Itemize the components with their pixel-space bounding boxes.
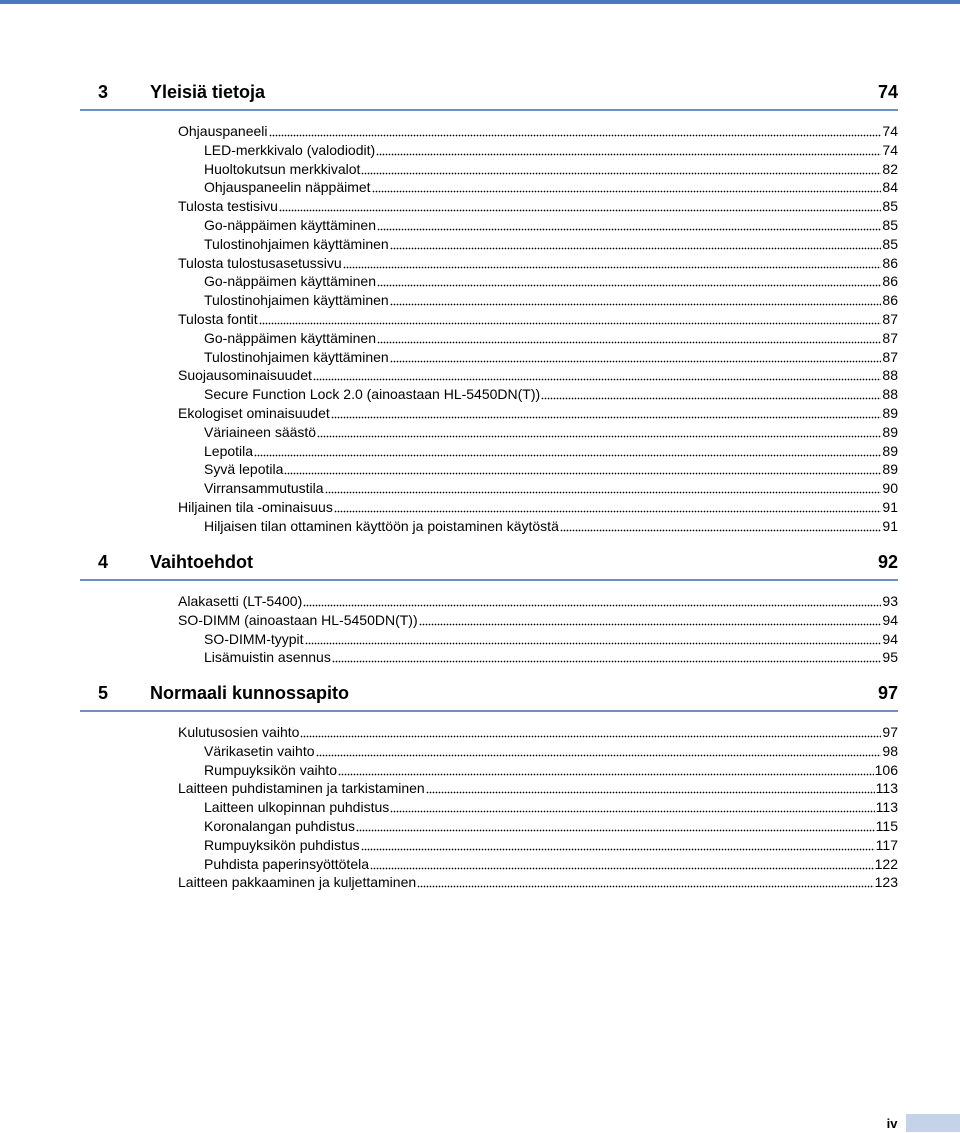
toc-entry-title: Tulostinohjaimen käyttäminen (204, 292, 389, 309)
chapter-heading[interactable] (80, 79, 898, 111)
toc-entry-page: 95 (882, 649, 898, 666)
dot-leader (376, 142, 881, 156)
dot-leader (390, 799, 874, 813)
toc-entry-page: 91 (882, 517, 898, 534)
chapter-page: 97 (877, 683, 898, 703)
toc-entry-page: 98 (882, 742, 898, 759)
toc-entry-title: Tulostinohjaimen käyttäminen (204, 235, 389, 252)
toc-entry[interactable] (204, 740, 898, 759)
dot-leader (361, 837, 875, 851)
toc-entry-title: Hiljainen tila -ominaisuus (178, 499, 333, 515)
dot-leader (390, 236, 882, 250)
toc-entry[interactable] (204, 759, 898, 778)
dot-leader (370, 856, 874, 870)
page-footer (878, 1114, 960, 1132)
toc-entry-page: 117 (875, 836, 898, 853)
toc-entry-page: 115 (875, 818, 898, 834)
toc-entry-page: 85 (882, 217, 898, 233)
toc-entry-title: Secure Function Lock 2.0 (ainoastaan HL-5450DN(T)) (204, 386, 541, 403)
toc-entry[interactable] (204, 646, 898, 665)
toc-entry[interactable] (204, 214, 898, 233)
toc-entry-title: Syvä lepotila (204, 461, 284, 478)
toc-entry-page: 87 (882, 348, 898, 365)
toc-entry[interactable] (204, 815, 898, 834)
toc-entry-title: Virransammutustila (204, 480, 324, 497)
dot-leader (372, 179, 882, 193)
toc-entry[interactable] (204, 440, 898, 459)
chapter-title: Vaihtoehdot (150, 552, 253, 572)
toc-entry-title: Ohjauspaneelin näppäimet (204, 179, 371, 196)
dot-leader (390, 292, 882, 306)
toc-entry-title: Go-näppäimen käyttäminen (204, 329, 376, 346)
dot-leader (332, 649, 882, 663)
toc-entry[interactable] (178, 871, 898, 890)
toc-entry-page: 106 (874, 761, 898, 778)
toc-entry[interactable] (178, 496, 898, 515)
dot-leader (305, 631, 882, 645)
chapter-page: 92 (877, 552, 898, 572)
chapter-title: Normaali kunnossapito (150, 683, 350, 703)
toc-entry[interactable] (178, 195, 898, 214)
dot-leader (325, 480, 882, 494)
toc-entry-page: 93 (882, 593, 898, 609)
toc-entry-page: 89 (882, 442, 898, 459)
toc-entry-title: Lisämuistin asennus (204, 649, 331, 666)
dot-leader (279, 198, 882, 212)
chapter-page: 74 (877, 82, 898, 102)
toc-entry-page: 89 (882, 461, 898, 478)
toc-entry[interactable] (178, 590, 898, 609)
toc-entry-title: SO-DIMM (ainoastaan HL-5450DN(T)) (178, 611, 418, 628)
toc-entry-page: 113 (875, 780, 898, 797)
dot-leader (419, 612, 882, 626)
toc-entry[interactable] (204, 383, 898, 402)
dot-leader (317, 424, 881, 438)
toc-entry-title: Laitteen puhdistaminen ja tarkistaminen (178, 780, 425, 797)
toc-entry[interactable] (204, 628, 898, 647)
toc-entry[interactable] (204, 176, 898, 195)
toc-entry[interactable] (178, 364, 898, 383)
toc-entry-title: SO-DIMM-tyypit (204, 630, 304, 647)
toc-entry-title: Tulostinohjaimen käyttäminen (204, 348, 389, 365)
dot-leader (377, 330, 881, 344)
toc-entry[interactable] (204, 796, 898, 815)
toc-entry-title: Tulosta testisivu (178, 198, 278, 215)
toc-entry-page: 84 (882, 179, 898, 196)
dot-leader (426, 780, 875, 794)
footer-bar (906, 1114, 960, 1132)
top-rule (0, 0, 960, 4)
dot-leader (259, 311, 882, 325)
dot-leader (331, 405, 882, 419)
toc-entry-page: 86 (882, 292, 898, 309)
toc-entry-title: Go-näppäimen käyttäminen (204, 217, 376, 233)
toc-entry-title: Värikasetin vaihto (204, 742, 315, 759)
toc-entry[interactable] (204, 853, 898, 872)
dot-leader (254, 443, 881, 457)
toc-entry[interactable] (178, 402, 898, 421)
dot-leader (284, 461, 881, 475)
toc-entry-page: 97 (882, 724, 898, 740)
toc-entry[interactable] (178, 308, 898, 327)
toc-entry[interactable] (204, 289, 898, 308)
toc-entry-title: Suojausominaisuudet (178, 367, 312, 384)
toc-entry-page: 123 (874, 874, 898, 891)
toc-entry-page: 89 (882, 423, 898, 440)
toc-entry-title: Go-näppäimen käyttäminen (204, 273, 376, 290)
toc-entry[interactable] (204, 346, 898, 365)
dot-leader (377, 273, 881, 287)
toc-entry-title: Koronalangan puhdistus (204, 818, 356, 834)
toc-entry-page: 86 (882, 254, 898, 271)
dot-leader (334, 499, 882, 513)
toc-entry-page: 113 (875, 799, 898, 816)
toc-entry-title: Ohjauspaneeli (178, 123, 268, 139)
toc-entry[interactable] (204, 421, 898, 440)
toc-entry[interactable] (178, 777, 898, 796)
page-number: iv (886, 1115, 898, 1131)
toc-entry[interactable] (178, 252, 898, 271)
dot-leader (390, 349, 882, 363)
chapter-number: 4 (98, 552, 109, 572)
dot-leader (356, 818, 875, 832)
toc-entry-title: Laitteen ulkopinnan puhdistus (204, 799, 390, 816)
toc-entry-page: 94 (882, 630, 898, 647)
toc-entry-title: Lepotila (204, 442, 254, 459)
chapter-heading[interactable] (80, 680, 898, 712)
toc-entry[interactable] (204, 327, 898, 346)
toc-entry[interactable] (204, 158, 898, 177)
dot-leader (338, 762, 874, 776)
toc-entry-page: 85 (882, 198, 898, 215)
toc-entry-title: Ekologiset ominaisuudet (178, 405, 330, 421)
toc-entry[interactable] (204, 834, 898, 853)
toc-entry[interactable] (178, 120, 898, 139)
toc-entry-page: 89 (882, 405, 898, 421)
toc-entry-title: Kulutusosien vaihto (178, 724, 300, 740)
dot-leader (300, 724, 881, 738)
toc-entry-page: 91 (882, 499, 898, 515)
toc-entry[interactable] (204, 515, 898, 534)
toc-entry-title: Tulosta tulostusasetussivu (178, 254, 342, 271)
toc-entry[interactable] (204, 139, 898, 158)
dot-leader (316, 743, 882, 757)
toc-entry-page: 90 (882, 480, 898, 497)
dot-leader (313, 367, 882, 381)
toc-entry[interactable] (204, 477, 898, 496)
toc-entry-page: 88 (882, 386, 898, 403)
toc-entry-page: 74 (882, 141, 898, 158)
toc-entry-page: 87 (882, 311, 898, 327)
toc-entry-title: LED-merkkivalo (valodiodit) (204, 141, 376, 158)
toc-entry[interactable] (178, 609, 898, 628)
dot-leader (269, 123, 882, 137)
toc-entry-page: 86 (882, 273, 898, 290)
toc-entry[interactable] (204, 233, 898, 252)
dot-leader (541, 386, 881, 400)
dot-leader (560, 518, 882, 532)
toc-entry-title: Väriaineen säästö (204, 423, 317, 440)
chapter-title: Yleisiä tietoja (150, 82, 266, 102)
toc-entry-page: 74 (882, 123, 898, 139)
toc-entry-title: Puhdista paperinsyöttötela (204, 855, 369, 872)
toc-entry-page: 122 (874, 855, 898, 872)
toc-entry-title: Huoltokutsun merkkivalot (204, 160, 361, 177)
chapter-number: 5 (98, 683, 109, 703)
toc-entry-page: 94 (882, 611, 898, 628)
toc-entry-title: Tulosta fontit (178, 311, 258, 327)
dot-leader (361, 161, 881, 175)
toc-entry-title: Hiljaisen tilan ottaminen käyttöön ja poistaminen käytöstä (204, 517, 559, 534)
dot-leader (303, 593, 881, 607)
toc-entry-title: Rumpuyksikön vaihto (204, 761, 338, 778)
chapter-heading[interactable] (80, 549, 898, 581)
toc-entry[interactable] (204, 270, 898, 289)
dot-leader (417, 874, 873, 888)
toc-entry-page: 87 (882, 329, 898, 346)
toc-entry-title: Alakasetti (LT-5400) (178, 593, 303, 609)
toc-entry-page: 82 (882, 160, 898, 177)
toc-entry-title: Laitteen pakkaaminen ja kuljettaminen (178, 874, 417, 891)
chapter-number: 3 (98, 82, 109, 102)
toc-entry-page: 85 (882, 235, 898, 252)
toc-entry-page: 88 (882, 367, 898, 384)
toc-entry-title: Rumpuyksikön puhdistus (204, 836, 360, 853)
dot-leader (343, 255, 882, 269)
dot-leader (377, 217, 881, 231)
toc-entry[interactable] (178, 721, 898, 740)
toc-entry[interactable] (204, 458, 898, 477)
